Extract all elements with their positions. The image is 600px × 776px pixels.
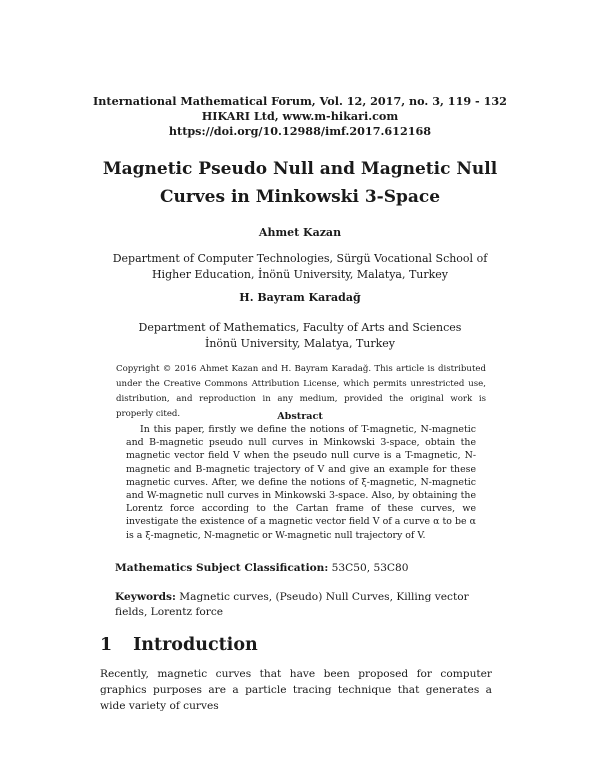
affiliation-line: Higher Education, İnönü University, Malatya, Turkey <box>151 268 449 281</box>
publisher-line: HIKARI Ltd, www.m-hikari.com <box>201 109 399 123</box>
affiliation-line: Department of Computer Technologies, Sürgü Vocational School of <box>112 252 488 265</box>
keywords-value: Magnetic curves, (Pseudo) Null Curves, Killing vector fields, Lorentz force <box>115 591 469 618</box>
intro-paragraph: Recently, magnetic curves that have been proposed for computer graphics purposes are a particle tracing technique that generates a wide variety of curves <box>100 668 492 712</box>
abstract-text: In this paper, firstly we define the notions of T-magnetic, N-magnetic and B-magnetic pseudo null curves in Minkowski 3-space, obtain the magnetic vector field V when the pseudo null curve is a T-magnetic, N-magnetic and B-magnetic trajectory of V and give an example for these magnetic curves. After, we define the notions of ξ-magnetic, N-magnetic and W-magnetic null curves in Minkowski 3-space. Also, by obtaining the Lorentz force according to the Cartan frame of these curves, we investigate the existence of a magnetic vector field V of a curve α to be α is a ξ-magnetic, N-magnetic or W-magnetic null trajectory of V. <box>126 424 476 541</box>
title-line-2: Curves in Minkowski 3-Space <box>159 187 441 207</box>
title-line-1: Magnetic Pseudo Null and Magnetic Null <box>102 159 498 179</box>
affiliation-line: Department of Mathematics, Faculty of Arts and Sciences <box>138 321 462 334</box>
copyright-notice: Copyright © 2016 Ahmet Kazan and H. Bayram Karadağ. This article is distributed under the Creative Commons Attribution License, which permits unrestricted use, distribution, and reproduction in any medium, provided the original work is properly cited. <box>116 364 486 419</box>
keywords-label: Keywords: <box>115 591 176 603</box>
paper-title <box>0 155 600 211</box>
abstract-heading: Abstract <box>277 411 323 422</box>
affiliation-line: İnönü University, Malatya, Turkey <box>204 337 396 350</box>
msc-value: 53C50, 53C80 <box>331 562 409 574</box>
keywords <box>115 590 490 620</box>
journal-citation: International Mathematical Forum, Vol. 12, 2017, no. 3, 119 - 132 <box>93 94 507 108</box>
journal-header <box>0 94 600 139</box>
msc-label: Mathematics Subject Classification: <box>115 562 329 574</box>
section-title: Introduction <box>133 635 258 655</box>
author-affiliation <box>100 320 500 352</box>
section-heading <box>100 635 258 655</box>
subject-classification <box>115 562 495 574</box>
author-name: Ahmet Kazan <box>258 226 342 239</box>
author-name: H. Bayram Karadağ <box>239 291 361 304</box>
section-number: 1 <box>100 635 113 655</box>
doi-link[interactable]: https://doi.org/10.12988/imf.2017.612168 <box>168 124 432 138</box>
author-affiliation <box>100 251 500 283</box>
